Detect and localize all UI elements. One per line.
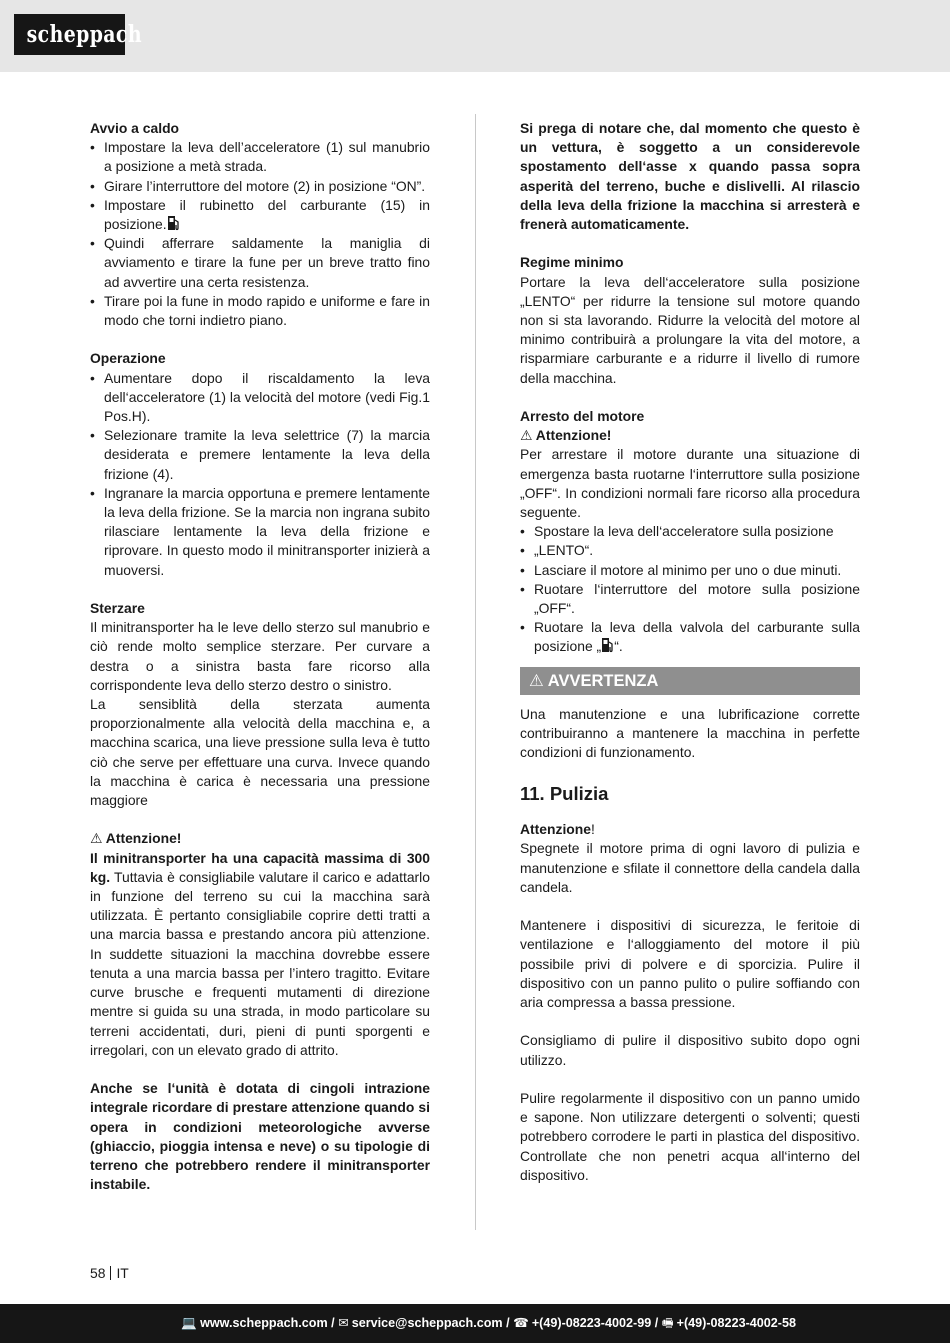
brand-logo: scheppach xyxy=(14,14,125,55)
email-icon: ✉ xyxy=(338,1316,349,1330)
paragraph-sterzare-2: La sensiblità della sterzata aumenta proporzionalmente alla velocità della macchina e, a macchina scarica, una lieve pressione sulla leva è tutto ciò che serve per effettuare una curva. Invece quando la macchina è carica è necessaria una pressione maggiore xyxy=(90,696,430,809)
left-column xyxy=(90,119,430,1194)
capacity-note: Il minitransporter ha una capacità massima di 300 kg. xyxy=(90,849,430,885)
avvertenza-banner: ⚠ AVVERTENZA xyxy=(520,667,860,695)
paragraph-pulizia-2: Mantenere i dispositivi di sicurezza, le feritoie di ventilazione e l‘alloggiamento del motore il più possibile privi di polvere e di sporcizia. Pulire il dispositivo con un panno pulito o pulire soffiando con aria compressa a bassa pressione. xyxy=(520,917,860,1011)
heading-arresto: Arresto del motore xyxy=(520,408,645,425)
list-item: • Aumentare dopo il riscaldamento la leva dell‘acceleratore (1) la velocità del motore (vedi Fig.1 Pos.H). xyxy=(90,369,430,427)
section-title-pulizia: 11. Pulizia xyxy=(520,783,609,805)
list-item: • Spostare la leva dell‘acceleratore sulla posizione xyxy=(520,522,860,541)
list-item: • Tirare poi la fune in modo rapido e uniforme e fare in modo che torni indietro piano. xyxy=(90,292,430,330)
list-item: • Quindi afferrare saldamente la maniglia di avviamento e tirare la fune per un breve tratto fino ad avvertire una certa resistenza. xyxy=(90,234,430,292)
paragraph-regime: Portare la leva dell‘acceleratore sulla posizione „LENTO“ per ridurre la tensione sul motore quando non si sta lavorando. Ridurre la velocità del motore al minimo contribuirà a prolungare la vita del motore, a risparmiare carburante e a ridurre il livello di rumore della macchina. xyxy=(520,273,860,386)
list-item: • Selezionare tramite la leva selettrice (7) la marcia desiderata e premere lentamente la leva della frizione (4). xyxy=(90,426,430,484)
footer-email[interactable]: service@scheppach.com xyxy=(351,1316,503,1330)
footer-phone: +(49)-08223-4002-99 xyxy=(531,1316,652,1330)
heading-sterzare: Sterzare xyxy=(90,600,145,617)
list-operazione xyxy=(90,369,430,580)
list-item: • Impostare il rubinetto del carburante (15) in posizione. xyxy=(90,196,430,234)
list-avvio xyxy=(90,138,430,330)
paragraph-arresto: Per arrestare il motore durante una situazione di emergenza basta ruotarne l‘interruttore sulla posizione „OFF“. In condizioni normali fare ricorso alla procedura seguente. xyxy=(520,446,860,521)
list-item: • Lasciare il motore al minimo per uno o due minuti. xyxy=(520,561,860,580)
computer-icon: 💻 xyxy=(181,1316,198,1330)
column-divider xyxy=(475,114,476,1230)
footer-website[interactable]: www.scheppach.com xyxy=(200,1316,328,1330)
list-item: • Girare l’interruttore del motore (2) in posizione “ON”. xyxy=(90,177,430,196)
list-item: • Ingranare la marcia opportuna e premere lentamente la leva della frizione. Se la marcia non ingrana subito rilasciare lentamente la leva della frizione e riprovare. In questo modo il minitransporter inizierà a muoversi. xyxy=(90,484,430,580)
paragraph-final-warning: Anche se l‘unità è dotata di cingoli intrazione integrale ricordare di prestare attenzione quando si opera in condizioni meteorologiche avverse (ghiaccio, pioggia intensa e neve) o su tipologie di terreno che potrebbero rendere il minitransporter instabile. xyxy=(90,1080,430,1193)
heading-operazione: Operazione xyxy=(90,350,166,367)
heading-attenzione: ⚠ Attenzione! xyxy=(90,830,182,847)
warning-pulizia: Attenzione! xyxy=(520,821,595,838)
heading-regime: Regime minimo xyxy=(520,254,624,271)
paragraph-pulizia-4: Pulire regolarmente il dispositivo con un panno umido e sapone. Non utilizzare detergenti o solventi; questi potrebbero corrodere le parti in plastica del dispositivo. Controllate che non penetri acqua all‘interno del dispositivo. xyxy=(520,1090,860,1183)
list-item: • Ruotare l‘interruttore del motore sulla posizione „OFF“. xyxy=(520,580,860,618)
fuel-pump-icon xyxy=(601,637,614,653)
list-item: • Ruotare la leva della valvola del carburante sulla posizione „ “. xyxy=(520,618,860,656)
paragraph-attenzione: Il minitransporter ha una capacità massima di 300 kg. Tuttavia è consigliabile valutare il carico e adattarlo in funzione del terreno su cui la macchina sarà utilizzata. È pertanto consigliabile coprire detti tratti a una marcia bassa e prestando ancora più attenzione. In suddette situazioni la macchina dovrebbe essere tenuta a una marcia bassa per l’intero tragitto. Evitare curve brusche e frequenti mutamenti di direzione mentre si guida su una strada, in modo particolare su terreni accidentati, duri, pieni di punti sporgenti e irregolari, con un elevato grado di attrito. xyxy=(90,849,430,1058)
paragraph-avvertenza: Una manutenzione e una lubrificazione corrette contribuiranno a mantenere la macchina in perfette condizioni di funzionamento. xyxy=(520,705,860,761)
header-band xyxy=(0,0,950,72)
fuel-pump-icon xyxy=(167,215,180,231)
page-number: 58 IT xyxy=(90,1265,129,1281)
list-item: • „LENTO“. xyxy=(520,541,860,560)
paragraph-sterzare-1: Il minitransporter ha le leve dello sterzo sul manubrio e ciò rende molto semplice sterzare. Per curvare a destra o a sinistra basta fare ricorso alla corrispondente leva dello sterzo destro o sinistro. xyxy=(90,619,430,693)
phone-icon: ☎ xyxy=(513,1316,529,1330)
fax-icon: 🖷 xyxy=(661,1316,674,1330)
warning-arresto: ⚠ Attenzione! xyxy=(520,427,612,444)
paragraph-pulizia-3: Consigliamo di pulire il dispositivo subito dopo ogni utilizzo. xyxy=(520,1032,860,1068)
right-column xyxy=(520,119,860,1185)
paragraph-intro-note: Si prega di notare che, dal momento che questo è un vettura, è soggetto a un considerevole spostamento dell‘asse x quando passa sopra asperità del terreno, buche e dislivelli. Al rilascio della leva della frizione la macchina si arresterà e frenerà automaticamente. xyxy=(520,120,860,233)
footer-fax: +(49)-08223-4002-58 xyxy=(676,1316,796,1330)
heading-avvio: Avvio a caldo xyxy=(90,120,180,136)
list-item: • Impostare la leva dell’acceleratore (1) sul manubrio a posizione a metà strada. xyxy=(90,138,430,176)
list-arresto xyxy=(520,522,860,656)
footer-bar: 💻 www.scheppach.com / ✉ service@scheppach.com / ☎ +(49)-08223-4002-99 / 🖷 +(49)-08223-4002-58 xyxy=(0,1304,950,1343)
paragraph-pulizia-1: Spegnete il motore prima di ogni lavoro di pulizia e manutenzione e sfilate il connettore della candela dalla candela. xyxy=(520,840,860,895)
